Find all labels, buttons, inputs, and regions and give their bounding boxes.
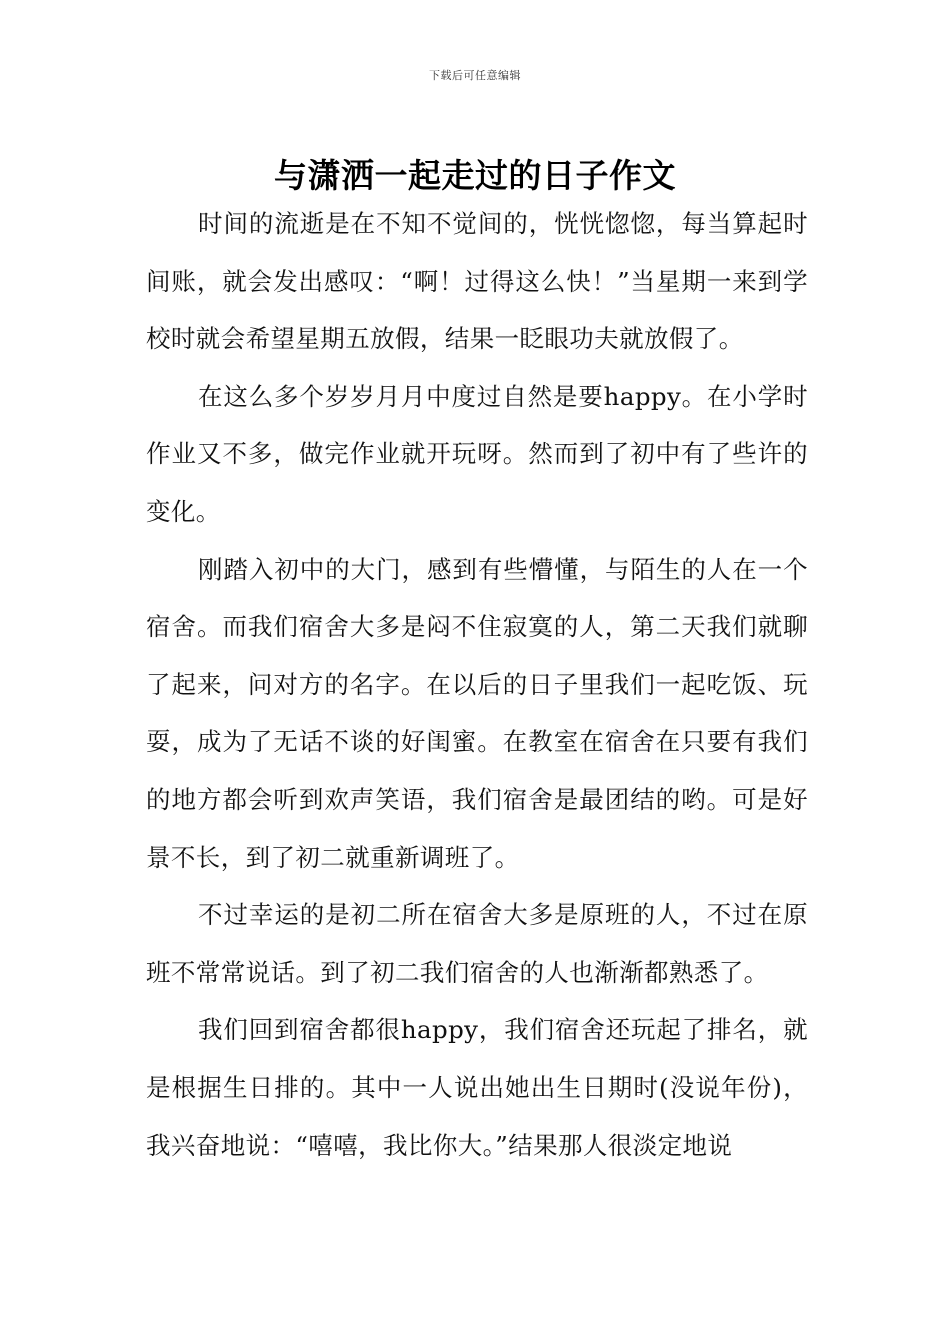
- header-note: 下载后可任意编辑: [429, 69, 521, 82]
- paragraph-2: 在这么多个岁岁月月中度过自然是要happy。在小学时作业又不多，做完作业就开玩呀。然而到了初中有了些许的变化。: [146, 381, 808, 526]
- paragraph-4: 不过幸运的是初二所在宿舍大多是原班的人，不过在原班不常常说话。到了初二我们宿舍的人也渐渐都熟悉了。: [146, 900, 808, 987]
- paragraph-3: 刚踏入初中的大门，感到有些懵懂，与陌生的人在一个宿舍。而我们宿舍大多是闷不住寂寞的人，第二天我们就聊了起来，问对方的名字。在以后的日子里我们一起吃饭、玩耍，成为了无话不谈的好闺蜜。在教室在宿舍在只要有我们的地方都会听到欢声笑语，我们宿舍是最团结的哟。可是好景不长，到了初二就重新调班了。: [146, 554, 808, 872]
- page-title: 与潇洒一起走过的日子作文: [274, 156, 676, 196]
- paragraph-1: 时间的流逝是在不知不觉间的，恍恍惚惚，每当算起时间账，就会发出感叹：“啊！过得这么快！”当星期一来到学校时就会希望星期五放假，结果一眨眼功夫就放假了。: [146, 209, 808, 354]
- paragraph-5: 我们回到宿舍都很happy，我们宿舍还玩起了排名，就是根据生日排的。其中一人说出她出生日期时(没说年份)，我兴奋地说：“嘻嘻，我比你大。”结果那人很淡定地说: [146, 1015, 808, 1160]
- essay-body: [146, 195, 808, 1174]
